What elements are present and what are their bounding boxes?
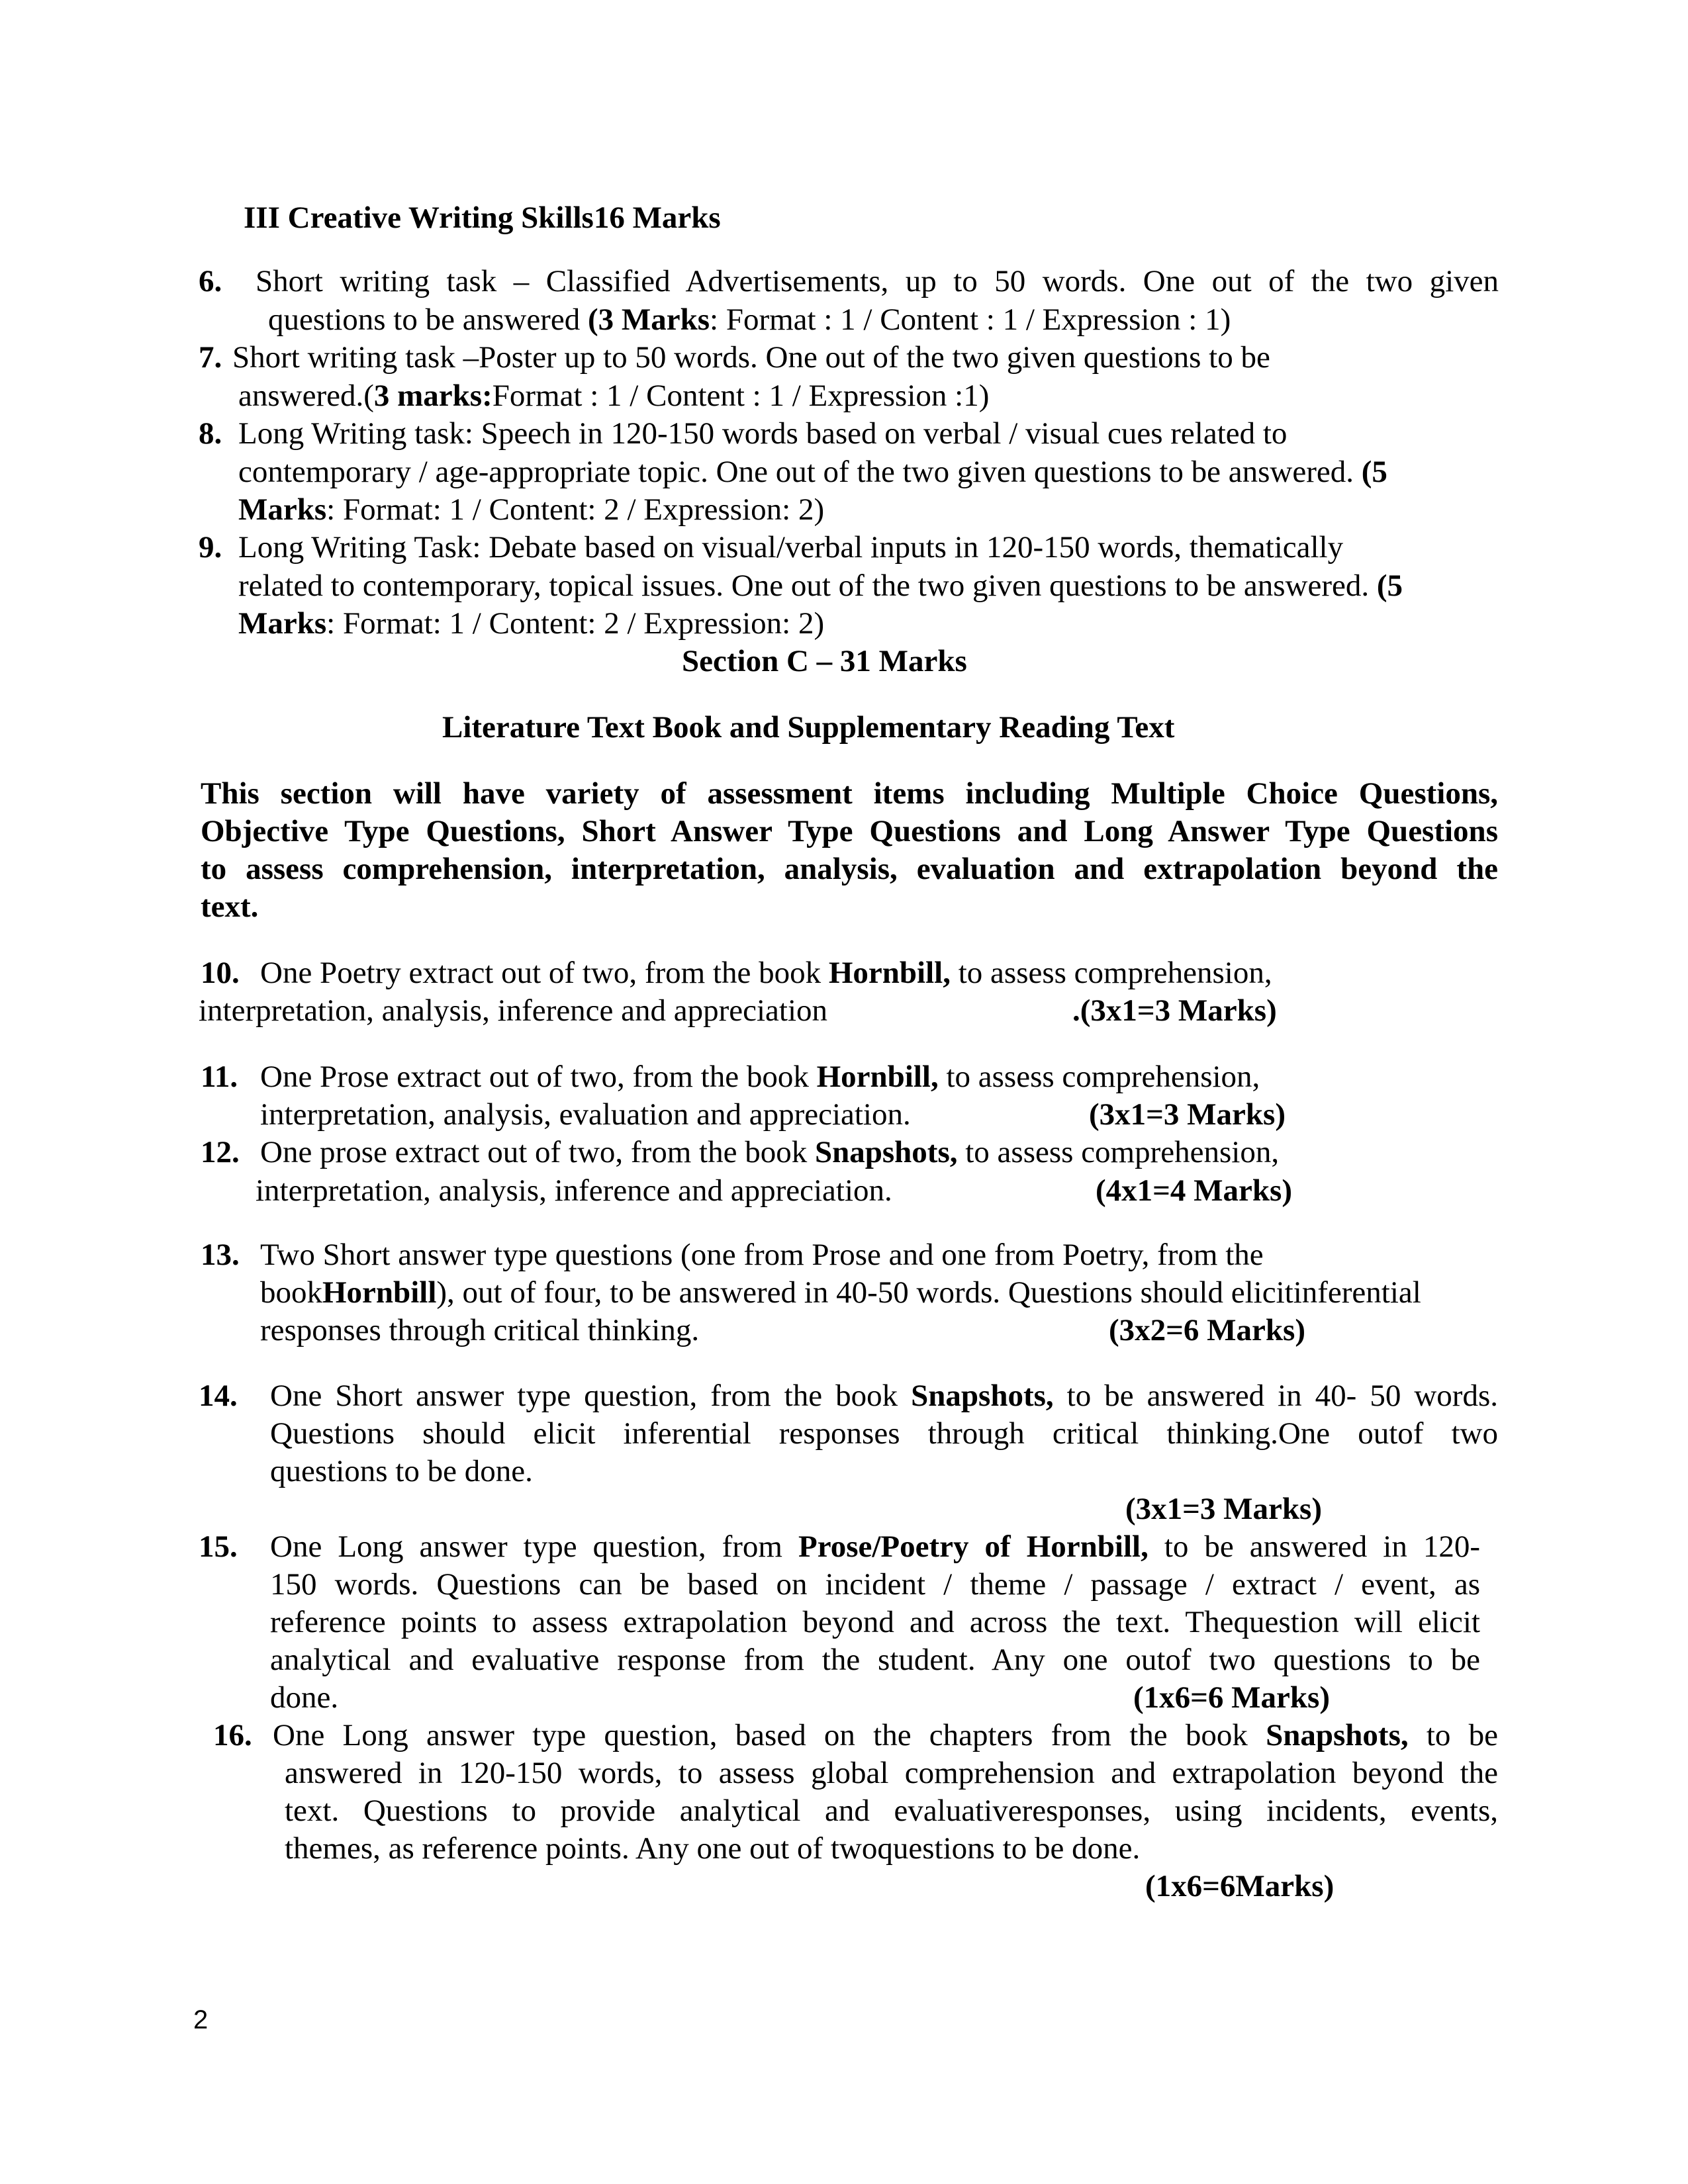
q14-text-end: to be answered in 40- 50 words. <box>1053 1379 1498 1413</box>
section-c-heading: Section C – 31 Marks <box>682 644 967 678</box>
q10-text-end: to assess comprehension, <box>950 956 1272 990</box>
q10-line-1 <box>260 954 1272 992</box>
q15-marks: (1x6=6 Marks) <box>1133 1680 1330 1715</box>
q16-number: 16. <box>213 1718 252 1752</box>
q10-text: One Poetry extract out of two, from the book <box>260 956 829 990</box>
q7-text: answered.( <box>238 379 374 413</box>
q9-marks-open: (5 <box>1376 569 1403 603</box>
q13-text-end: ), out of four, to be answered in 40-50 words. Questions should elicitinferential <box>436 1275 1421 1310</box>
q11-book: Hornbill, <box>816 1060 939 1094</box>
q14-text: One Short answer type question, from the book <box>270 1379 912 1413</box>
q16-text-end: to be <box>1408 1718 1498 1752</box>
q7-line-2 <box>238 377 989 415</box>
q13-number: 13. <box>201 1238 240 1272</box>
q15-line-4: analytical and evaluative response from the student. Any one outof two questions to be <box>270 1643 1480 1677</box>
q13-line-2 <box>260 1273 1421 1312</box>
q13-book: Hornbill <box>322 1275 437 1310</box>
q16-line-4: themes, as reference points. Any one out of twoquestions to be done. <box>285 1831 1141 1866</box>
q14-marks: (3x1=3 Marks) <box>1125 1492 1322 1526</box>
q7-marks: 3 marks: <box>373 379 492 413</box>
intro-line-4: text. <box>201 889 259 924</box>
q14-number: 14. <box>199 1379 238 1413</box>
q9-line-2 <box>238 567 1403 605</box>
q11-number: 11. <box>201 1060 238 1094</box>
q15-book: Prose/Poetry of Hornbill, <box>798 1529 1149 1564</box>
q6-number: 6. <box>199 264 222 298</box>
q7-number: 7. <box>199 340 222 375</box>
q14-line-2: Questions should elicit inferential responses through critical thinking.One outof two <box>270 1416 1498 1451</box>
q6-breakdown: : Format : 1 / Content : 1 / Expression : 1) <box>710 302 1231 337</box>
q15-text-end: to be answered in 120- <box>1148 1529 1480 1564</box>
q9-number: 9. <box>199 530 222 565</box>
q10-line-2: interpretation, analysis, inference and appreciation <box>199 993 828 1028</box>
q11-line-2: interpretation, analysis, evaluation and appreciation. <box>260 1097 911 1132</box>
q15-line-2: 150 words. Questions can be based on incident / theme / passage / extract / event, as <box>270 1567 1480 1602</box>
q7-line-1: Short writing task –Poster up to 50 words. One out of the two given questions to be <box>232 340 1270 375</box>
q6-marks: (3 Marks <box>587 302 710 337</box>
q13-line-3: responses through critical thinking. <box>260 1313 700 1347</box>
q15-line-3: reference points to assess extrapolation beyond and across the text. Thequestion will elicit <box>270 1605 1480 1639</box>
q16-line-1 <box>273 1716 1498 1754</box>
q6-line-2 <box>268 300 1231 339</box>
q6-text: questions to be answered <box>268 302 588 337</box>
q10-marks: .(3x1=3 Marks) <box>1072 993 1277 1028</box>
q10-book: Hornbill, <box>828 956 951 990</box>
q15-number: 15. <box>199 1529 238 1564</box>
q6-line-1: Short writing task – Classified Advertisements, up to 50 words. One out of the two given <box>256 264 1499 298</box>
q9-breakdown: : Format: 1 / Content: 2 / Expression: 2) <box>326 606 825 641</box>
q15-line-1 <box>270 1527 1480 1566</box>
q8-marks-open: (5 <box>1361 455 1387 489</box>
q13-line-1: Two Short answer type questions (one from Prose and one from Poetry, from the <box>260 1238 1264 1272</box>
q14-line-3: questions to be done. <box>270 1454 533 1488</box>
intro-line-1: This section will have variety of assessment items including Multiple Choice Questions, <box>201 776 1498 811</box>
q9-text: related to contemporary, topical issues. One out of the two given questions to be answered. <box>238 569 1377 603</box>
q16-book: Snapshots, <box>1266 1718 1409 1752</box>
q12-number: 12. <box>201 1135 240 1169</box>
q12-marks: (4x1=4 Marks) <box>1096 1173 1292 1208</box>
q11-text-end: to assess comprehension, <box>938 1060 1260 1094</box>
q13-text: book <box>260 1275 322 1310</box>
q8-breakdown: : Format: 1 / Content: 2 / Expression: 2) <box>326 492 825 527</box>
q8-marks-word: Marks <box>238 492 327 527</box>
q8-text: contemporary / age-appropriate topic. One out of the two given questions to be answered. <box>238 455 1362 489</box>
q11-text: One Prose extract out of two, from the book <box>260 1060 817 1094</box>
literature-heading: Literature Text Book and Supplementary Reading Text <box>442 710 1175 745</box>
q8-line-1: Long Writing task: Speech in 120-150 words based on verbal / visual cues related to <box>238 416 1288 451</box>
q9-line-3 <box>238 604 824 643</box>
q12-text-end: to assess comprehension, <box>957 1135 1280 1169</box>
q16-line-3: text. Questions to provide analytical and evaluativeresponses, using incidents, events, <box>285 1794 1498 1828</box>
q8-line-3 <box>238 490 824 529</box>
intro-line-3: to assess comprehension, interpretation, analysis, evaluation and extrapolation beyond the <box>201 852 1498 886</box>
q16-text: One Long answer type question, based on the chapters from the book <box>273 1718 1266 1752</box>
q12-book: Snapshots, <box>814 1135 958 1169</box>
q12-line-1 <box>260 1133 1279 1171</box>
q14-line-1 <box>270 1377 1498 1415</box>
q11-line-1 <box>260 1058 1260 1096</box>
q12-text: One prose extract out of two, from the book <box>260 1135 815 1169</box>
q15-text: One Long answer type question, from <box>270 1529 798 1564</box>
q14-book: Snapshots, <box>911 1379 1054 1413</box>
q15-line-5: done. <box>270 1680 339 1715</box>
q9-marks-word: Marks <box>238 606 327 641</box>
q7-breakdown: Format : 1 / Content : 1 / Expression :1) <box>492 379 990 413</box>
q8-line-2 <box>238 453 1387 491</box>
q10-number: 10. <box>201 956 240 990</box>
q11-marks: (3x1=3 Marks) <box>1089 1097 1286 1132</box>
q16-line-2: answered in 120-150 words, to assess global comprehension and extrapolation beyond the <box>285 1756 1498 1790</box>
q13-marks: (3x2=6 Marks) <box>1109 1313 1305 1347</box>
page-number: 2 <box>193 2005 209 2034</box>
q9-line-1: Long Writing Task: Debate based on visual/verbal inputs in 120-150 words, thematically <box>238 530 1344 565</box>
q12-line-2: interpretation, analysis, inference and appreciation. <box>256 1173 892 1208</box>
creative-writing-heading: III Creative Writing Skills16 Marks <box>244 201 721 235</box>
q16-marks: (1x6=6Marks) <box>1145 1869 1335 1903</box>
intro-line-2: Objective Type Questions, Short Answer Type Questions and Long Answer Type Questions <box>201 814 1498 848</box>
q8-number: 8. <box>199 416 222 451</box>
